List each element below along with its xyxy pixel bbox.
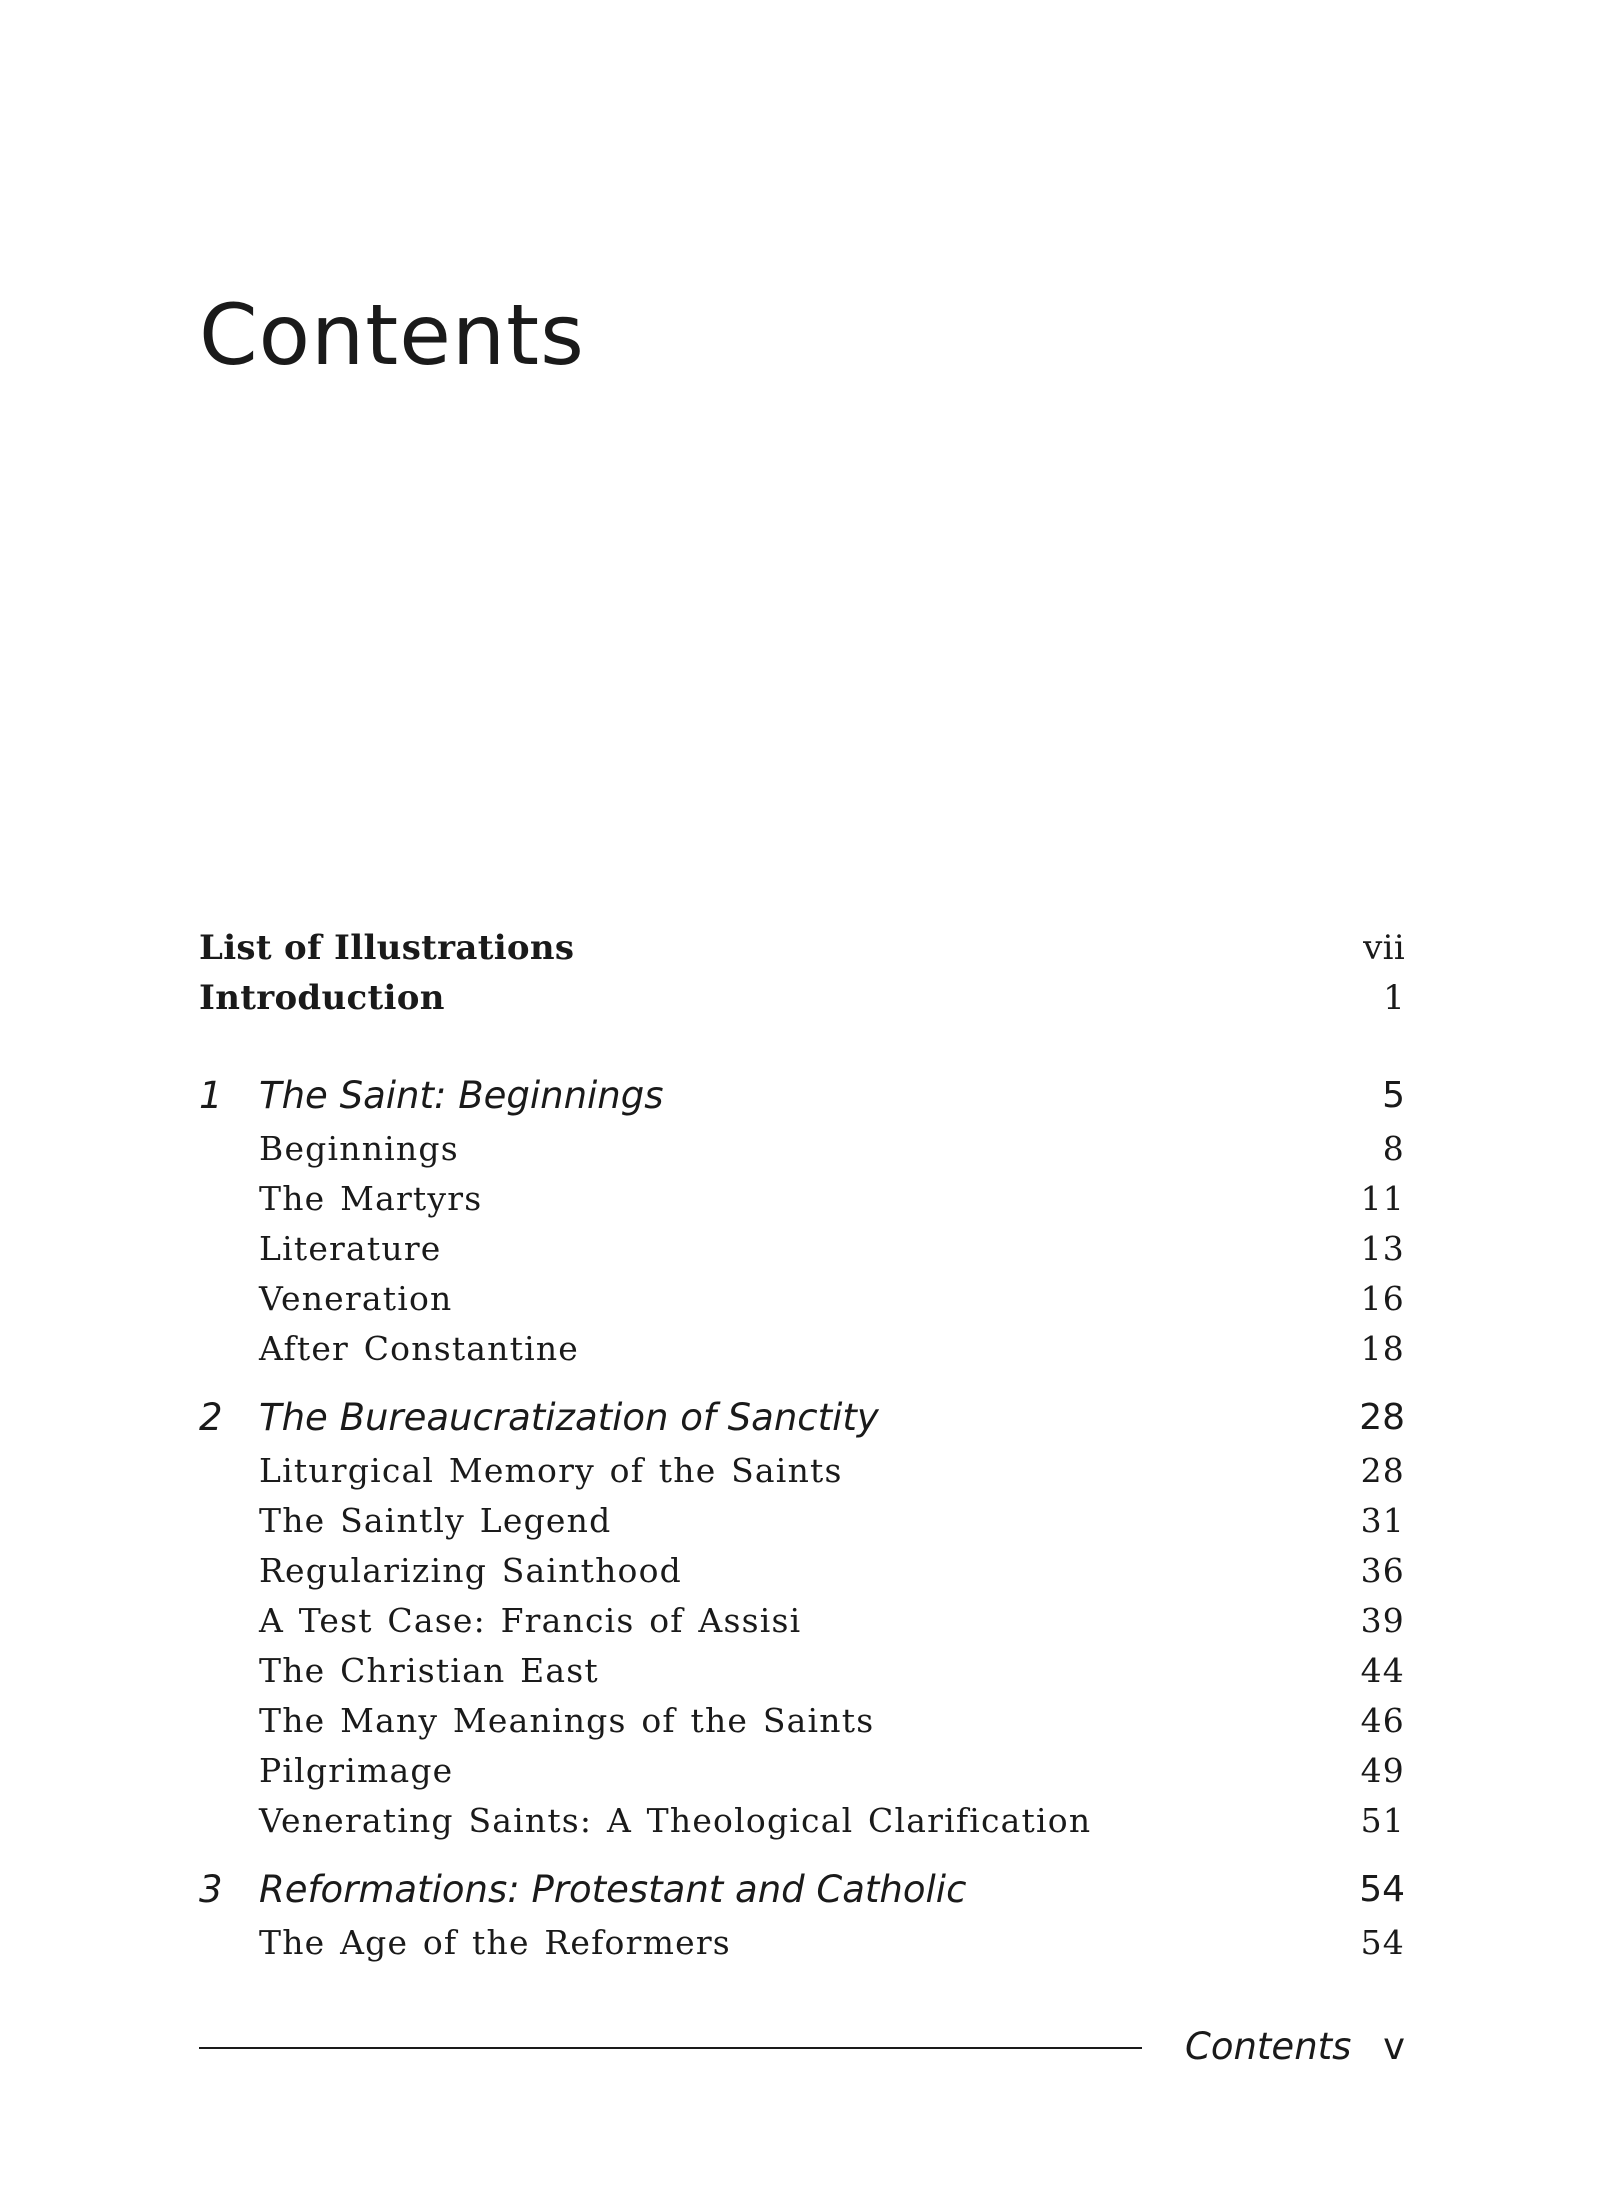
toc-section[interactable] xyxy=(199,1595,1405,1645)
toc-section-page: 28 xyxy=(1360,1450,1405,1490)
toc-entry-page: vii xyxy=(1363,928,1405,968)
toc-section-page: 51 xyxy=(1360,1800,1405,1840)
footer-rule xyxy=(199,2047,1142,2049)
toc-section-label: Regularizing Sainthood xyxy=(259,1550,682,1590)
chapter-page: 54 xyxy=(1359,1868,1405,1910)
toc-section-page: 44 xyxy=(1360,1650,1405,1690)
toc-section-page: 46 xyxy=(1360,1700,1405,1740)
chapter-title: Reformations: Protestant and Catholic xyxy=(259,1867,967,1911)
toc-section-label: The Age of the Reformers xyxy=(259,1922,731,1962)
toc-section-label: A Test Case: Francis of Assisi xyxy=(259,1600,802,1640)
chapter-number: 1 xyxy=(199,1073,223,1117)
toc-chapter-2[interactable] xyxy=(199,1392,1405,1442)
toc-entry-label: Introduction xyxy=(199,978,445,1018)
toc-section-page: 31 xyxy=(1360,1500,1405,1540)
toc-chapter-1[interactable] xyxy=(199,1070,1405,1120)
toc-section-page: 11 xyxy=(1360,1178,1405,1218)
toc-section-label: The Saintly Legend xyxy=(259,1500,612,1540)
chapter-title: The Saint: Beginnings xyxy=(259,1073,664,1117)
toc-section-page: 16 xyxy=(1360,1278,1405,1318)
toc-section[interactable] xyxy=(199,1273,1405,1323)
toc-section-label: Beginnings xyxy=(259,1128,459,1168)
toc-section-label: Literature xyxy=(259,1228,442,1268)
running-head: Contents xyxy=(1185,2025,1352,2068)
toc-section[interactable] xyxy=(199,1123,1405,1173)
toc-section[interactable] xyxy=(199,1495,1405,1545)
toc-section-label: Veneration xyxy=(259,1278,453,1318)
toc-section[interactable] xyxy=(199,1795,1405,1845)
toc-section-page: 49 xyxy=(1360,1750,1405,1790)
toc-section-page: 39 xyxy=(1360,1600,1405,1640)
toc-section-page: 36 xyxy=(1360,1550,1405,1590)
toc-entry-list-of-illustrations[interactable] xyxy=(199,923,1405,973)
toc-section[interactable] xyxy=(199,1173,1405,1223)
toc-section-label: The Martyrs xyxy=(259,1178,483,1218)
toc-section-label: Liturgical Memory of the Saints xyxy=(259,1450,843,1490)
toc-entry-label: List of Illustrations xyxy=(199,928,575,968)
toc-section-page: 54 xyxy=(1360,1922,1405,1962)
toc-section[interactable] xyxy=(199,1323,1405,1373)
toc-entry-introduction[interactable] xyxy=(199,973,1405,1023)
toc-entry-page: 1 xyxy=(1383,978,1405,1018)
toc-section[interactable] xyxy=(199,1745,1405,1795)
chapter-page: 28 xyxy=(1359,1396,1405,1438)
table-of-contents xyxy=(199,0,1405,2208)
toc-section[interactable] xyxy=(199,1445,1405,1495)
toc-section[interactable] xyxy=(199,1695,1405,1745)
toc-section-page: 18 xyxy=(1360,1328,1405,1368)
toc-section[interactable] xyxy=(199,1545,1405,1595)
chapter-number: 3 xyxy=(199,1867,223,1911)
chapter-title: The Bureaucratization of Sanctity xyxy=(259,1395,879,1439)
chapter-number: 2 xyxy=(199,1395,223,1439)
toc-section-label: Venerating Saints: A Theological Clarification xyxy=(259,1800,1092,1840)
toc-section[interactable] xyxy=(199,1917,1405,1967)
toc-section[interactable] xyxy=(199,1645,1405,1695)
toc-section-label: The Many Meanings of the Saints xyxy=(259,1700,875,1740)
chapter-page: 5 xyxy=(1382,1074,1405,1116)
page-number: v xyxy=(1383,2025,1405,2068)
toc-section-label: After Constantine xyxy=(259,1328,580,1368)
toc-section-page: 8 xyxy=(1382,1128,1405,1168)
toc-section-label: Pilgrimage xyxy=(259,1750,454,1790)
toc-section-label: The Christian East xyxy=(259,1650,599,1690)
toc-chapter-3[interactable] xyxy=(199,1864,1405,1914)
toc-section[interactable] xyxy=(199,1223,1405,1273)
page-title: Contents xyxy=(199,286,585,384)
toc-section-page: 13 xyxy=(1360,1228,1405,1268)
